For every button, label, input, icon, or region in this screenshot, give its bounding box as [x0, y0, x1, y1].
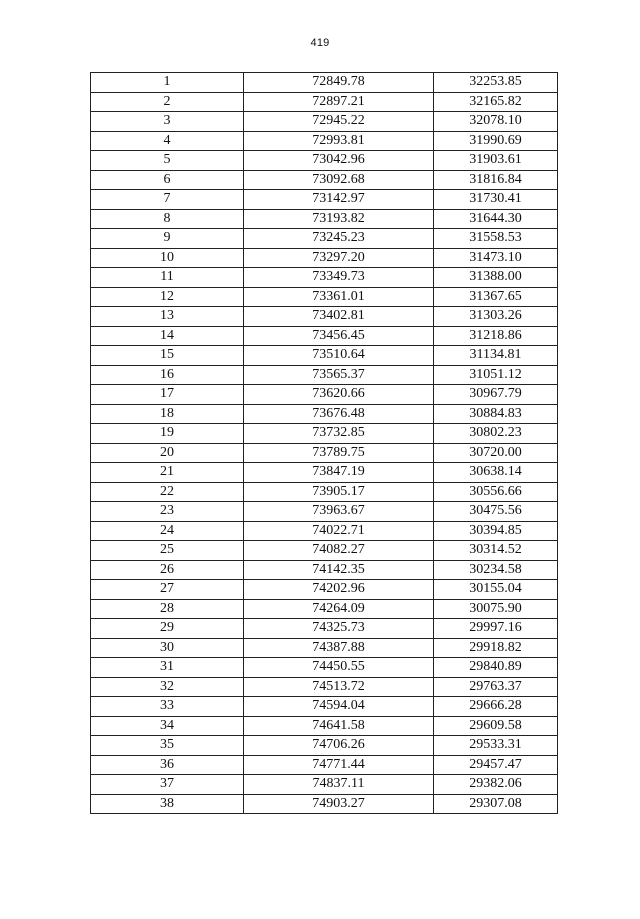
table-row — [91, 775, 558, 795]
x-coordinate-cell: 73142.97 — [244, 190, 434, 210]
y-coordinate-cell: 30394.85 — [434, 521, 558, 541]
y-coordinate-cell: 31644.30 — [434, 209, 558, 229]
x-coordinate-cell: 74264.09 — [244, 599, 434, 619]
y-coordinate-cell: 32253.85 — [434, 73, 558, 93]
table-row — [91, 424, 558, 444]
y-coordinate-cell: 30802.23 — [434, 424, 558, 444]
table-row — [91, 755, 558, 775]
point-number-cell: 15 — [91, 346, 244, 366]
table-row — [91, 326, 558, 346]
x-coordinate-cell: 73620.66 — [244, 385, 434, 405]
y-coordinate-cell: 30967.79 — [434, 385, 558, 405]
x-coordinate-cell: 74022.71 — [244, 521, 434, 541]
x-coordinate-cell: 74594.04 — [244, 697, 434, 717]
y-coordinate-cell: 30314.52 — [434, 541, 558, 561]
table-row — [91, 482, 558, 502]
table-row — [91, 794, 558, 814]
y-coordinate-cell: 31473.10 — [434, 248, 558, 268]
y-coordinate-cell: 32078.10 — [434, 112, 558, 132]
point-number-cell: 35 — [91, 736, 244, 756]
point-number-cell: 19 — [91, 424, 244, 444]
table-row — [91, 346, 558, 366]
point-number-cell: 17 — [91, 385, 244, 405]
y-coordinate-cell: 29382.06 — [434, 775, 558, 795]
x-coordinate-cell: 72945.22 — [244, 112, 434, 132]
x-coordinate-cell: 72993.81 — [244, 131, 434, 151]
table-row — [91, 229, 558, 249]
point-number-cell: 2 — [91, 92, 244, 112]
y-coordinate-cell: 29840.89 — [434, 658, 558, 678]
table-row — [91, 287, 558, 307]
y-coordinate-cell: 31367.65 — [434, 287, 558, 307]
y-coordinate-cell: 31816.84 — [434, 170, 558, 190]
point-number-cell: 21 — [91, 463, 244, 483]
table-row — [91, 209, 558, 229]
table-row — [91, 697, 558, 717]
table-row — [91, 365, 558, 385]
point-number-cell: 18 — [91, 404, 244, 424]
x-coordinate-cell: 74706.26 — [244, 736, 434, 756]
x-coordinate-cell: 72849.78 — [244, 73, 434, 93]
x-coordinate-cell: 73565.37 — [244, 365, 434, 385]
x-coordinate-cell: 74082.27 — [244, 541, 434, 561]
point-number-cell: 5 — [91, 151, 244, 171]
table-row — [91, 404, 558, 424]
y-coordinate-cell: 31558.53 — [434, 229, 558, 249]
point-number-cell: 14 — [91, 326, 244, 346]
table-row — [91, 638, 558, 658]
table-row — [91, 736, 558, 756]
x-coordinate-cell: 73361.01 — [244, 287, 434, 307]
x-coordinate-cell: 73245.23 — [244, 229, 434, 249]
table-row — [91, 599, 558, 619]
y-coordinate-cell: 31218.86 — [434, 326, 558, 346]
x-coordinate-cell: 74903.27 — [244, 794, 434, 814]
table-row — [91, 619, 558, 639]
y-coordinate-cell: 29533.31 — [434, 736, 558, 756]
table-row — [91, 443, 558, 463]
x-coordinate-cell: 73676.48 — [244, 404, 434, 424]
x-coordinate-cell: 73789.75 — [244, 443, 434, 463]
y-coordinate-cell: 29307.08 — [434, 794, 558, 814]
point-number-cell: 30 — [91, 638, 244, 658]
table-row — [91, 502, 558, 522]
x-coordinate-cell: 74641.58 — [244, 716, 434, 736]
point-number-cell: 36 — [91, 755, 244, 775]
y-coordinate-cell: 29609.58 — [434, 716, 558, 736]
y-coordinate-cell: 31051.12 — [434, 365, 558, 385]
y-coordinate-cell: 29763.37 — [434, 677, 558, 697]
table-row — [91, 112, 558, 132]
point-number-cell: 38 — [91, 794, 244, 814]
table-row — [91, 248, 558, 268]
point-number-cell: 28 — [91, 599, 244, 619]
table-row — [91, 580, 558, 600]
point-number-cell: 4 — [91, 131, 244, 151]
y-coordinate-cell: 30556.66 — [434, 482, 558, 502]
y-coordinate-cell: 30884.83 — [434, 404, 558, 424]
table-row — [91, 716, 558, 736]
x-coordinate-cell: 73297.20 — [244, 248, 434, 268]
point-number-cell: 31 — [91, 658, 244, 678]
x-coordinate-cell: 73510.64 — [244, 346, 434, 366]
point-number-cell: 22 — [91, 482, 244, 502]
x-coordinate-cell: 73847.19 — [244, 463, 434, 483]
point-number-cell: 37 — [91, 775, 244, 795]
x-coordinate-cell: 73402.81 — [244, 307, 434, 327]
table-row — [91, 658, 558, 678]
x-coordinate-cell: 74142.35 — [244, 560, 434, 580]
table-row — [91, 92, 558, 112]
point-number-cell: 27 — [91, 580, 244, 600]
point-number-cell: 20 — [91, 443, 244, 463]
x-coordinate-cell: 73092.68 — [244, 170, 434, 190]
point-number-cell: 26 — [91, 560, 244, 580]
y-coordinate-cell: 31134.81 — [434, 346, 558, 366]
table-row — [91, 268, 558, 288]
table-row — [91, 190, 558, 210]
y-coordinate-cell: 29997.16 — [434, 619, 558, 639]
point-number-cell: 10 — [91, 248, 244, 268]
point-number-cell: 33 — [91, 697, 244, 717]
y-coordinate-cell: 29666.28 — [434, 697, 558, 717]
x-coordinate-cell: 74387.88 — [244, 638, 434, 658]
point-number-cell: 13 — [91, 307, 244, 327]
y-coordinate-cell: 29918.82 — [434, 638, 558, 658]
point-number-cell: 16 — [91, 365, 244, 385]
table-row — [91, 677, 558, 697]
y-coordinate-cell: 30720.00 — [434, 443, 558, 463]
y-coordinate-cell: 31388.00 — [434, 268, 558, 288]
table-row — [91, 385, 558, 405]
table-row — [91, 307, 558, 327]
point-number-cell: 25 — [91, 541, 244, 561]
x-coordinate-cell: 74202.96 — [244, 580, 434, 600]
y-coordinate-cell: 31903.61 — [434, 151, 558, 171]
y-coordinate-cell: 31990.69 — [434, 131, 558, 151]
point-number-cell: 1 — [91, 73, 244, 93]
point-number-cell: 34 — [91, 716, 244, 736]
x-coordinate-cell: 73349.73 — [244, 268, 434, 288]
coordinate-table-body — [91, 73, 558, 814]
x-coordinate-cell: 73732.85 — [244, 424, 434, 444]
point-number-cell: 3 — [91, 112, 244, 132]
x-coordinate-cell: 73963.67 — [244, 502, 434, 522]
x-coordinate-cell: 74513.72 — [244, 677, 434, 697]
table-row — [91, 73, 558, 93]
x-coordinate-cell: 72897.21 — [244, 92, 434, 112]
table-row — [91, 560, 558, 580]
y-coordinate-cell: 30638.14 — [434, 463, 558, 483]
table-row — [91, 541, 558, 561]
point-number-cell: 23 — [91, 502, 244, 522]
x-coordinate-cell: 74771.44 — [244, 755, 434, 775]
x-coordinate-cell: 74837.11 — [244, 775, 434, 795]
y-coordinate-cell: 32165.82 — [434, 92, 558, 112]
table-row — [91, 463, 558, 483]
table-row — [91, 151, 558, 171]
point-number-cell: 11 — [91, 268, 244, 288]
point-number-cell: 6 — [91, 170, 244, 190]
x-coordinate-cell: 73193.82 — [244, 209, 434, 229]
x-coordinate-cell: 73042.96 — [244, 151, 434, 171]
x-coordinate-cell: 74450.55 — [244, 658, 434, 678]
y-coordinate-cell: 30475.56 — [434, 502, 558, 522]
y-coordinate-cell: 30155.04 — [434, 580, 558, 600]
point-number-cell: 8 — [91, 209, 244, 229]
y-coordinate-cell: 31303.26 — [434, 307, 558, 327]
point-number-cell: 32 — [91, 677, 244, 697]
x-coordinate-cell: 74325.73 — [244, 619, 434, 639]
point-number-cell: 7 — [91, 190, 244, 210]
y-coordinate-cell: 30075.90 — [434, 599, 558, 619]
x-coordinate-cell: 73456.45 — [244, 326, 434, 346]
point-number-cell: 29 — [91, 619, 244, 639]
point-number-cell: 24 — [91, 521, 244, 541]
table-row — [91, 131, 558, 151]
x-coordinate-cell: 73905.17 — [244, 482, 434, 502]
coordinate-table — [90, 72, 558, 814]
table-row — [91, 521, 558, 541]
y-coordinate-cell: 30234.58 — [434, 560, 558, 580]
table-row — [91, 170, 558, 190]
page-number: 419 — [310, 37, 330, 49]
y-coordinate-cell: 31730.41 — [434, 190, 558, 210]
y-coordinate-cell: 29457.47 — [434, 755, 558, 775]
point-number-cell: 12 — [91, 287, 244, 307]
point-number-cell: 9 — [91, 229, 244, 249]
